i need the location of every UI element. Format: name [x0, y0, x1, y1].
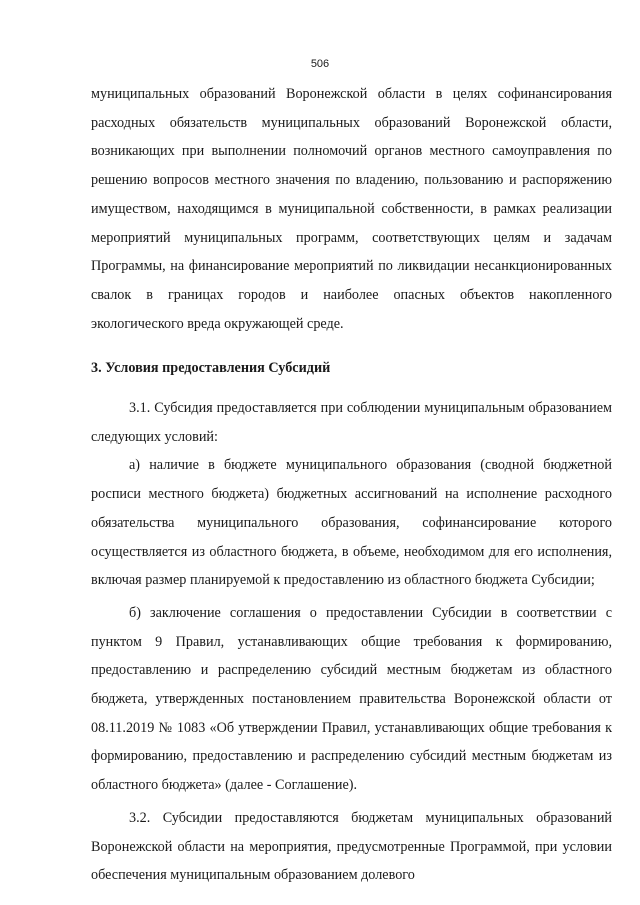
section-heading: 3. Условия предоставления Субсидий [91, 360, 331, 377]
page-number: 506 [310, 58, 330, 70]
paragraph-intro: муниципальных образований Воронежской области в целях софинансирования расходных обязательств муниципальных образований Воронежской области, возникающих при выполнении полномочий органов местного самоуправления по решению вопросов местного значения по владению, пользованию и распоряжению имуществом, находящимся в муниципальной собственности, в рамках реализации мероприятий муниципальных программ, соответствующих целям и задачам Программы, на финансирование мероприятий по ликвидации несанкционированных свалок в границах городов и наиболее опасных объектов накопленного экологического вреда окружающей среде. [91, 86, 612, 332]
document-body [91, 80, 612, 890]
paragraph-condition-a: а) наличие в бюджете муниципального образования (сводной бюджетной росписи местного бюджета) бюджетных ассигнований на исполнение расходного обязательства муниципального образования, софинансирование которого осуществляется из областного бюджета, в объеме, необходимом для его исполнения, включая размер планируемой к предоставлению из областного бюджета Субсидии; [91, 457, 612, 589]
paragraph-condition-b: б) заключение соглашения о предоставлении Субсидии в соответствии с пунктом 9 Правил, устанавливающих общие требования к формированию, предоставлению и распределению субсидий местным бюджетам из областного бюджета, утвержденных постановлением правительства Воронежской области от 08.11.2019 № 1083 «Об утверждении Правил, устанавливающих общие требования к формированию, предоставлению и распределению субсидий местным бюджетам из областного бюджета» (далее - Соглашение). [91, 604, 612, 794]
paragraph-3-2: 3.2. Субсидии предоставляются бюджетам муниципальных образований Воронежской области на мероприятия, предусмотренные Программой, при условии обеспечения муниципальным образованием долевого [91, 809, 612, 884]
paragraph-3-1: 3.1. Субсидия предоставляется при соблюдении муниципальным образованием следующих условий: [91, 400, 612, 445]
